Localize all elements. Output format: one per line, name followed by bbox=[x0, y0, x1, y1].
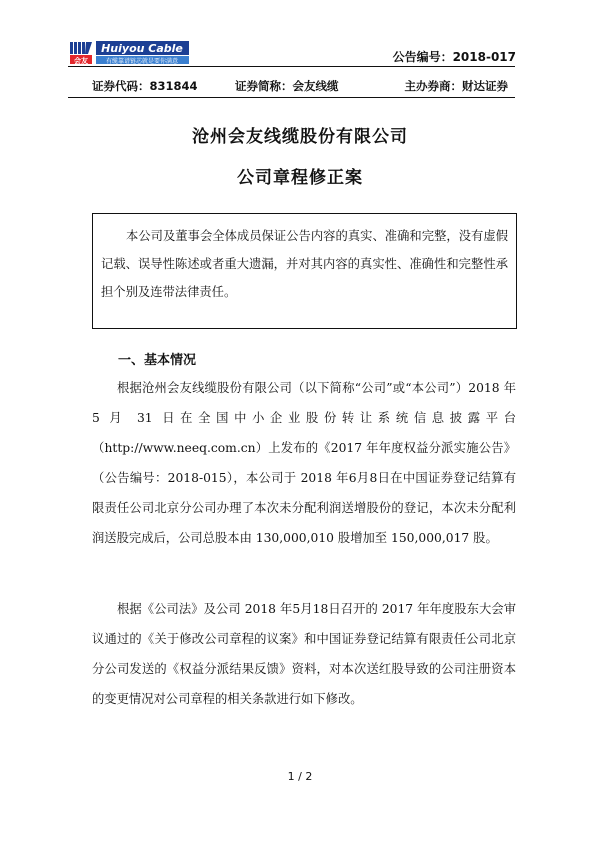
header-bottom-rule bbox=[68, 97, 515, 98]
company-name-title: 沧州会友线缆股份有限公司 bbox=[192, 127, 408, 147]
section-heading: 一、基本情况 bbox=[118, 353, 197, 368]
stock-code: 证券代码：831844 bbox=[92, 79, 198, 93]
body-paragraph-1: 根据沧州会友线缆股份有限公司（以下简称“公司”或“本公司”）2018 年 5 月 31 日在全国中小企业股份转让系统信息披露平台（http://www.neeq.com.cn）上发布的《2017 年年度权益分派实施公告》（公告编号：2018-015），本公司于 2018 年6月8日在中国证券登记结算有限责任公司北京分公司办理了本次未分配利润送增股份的登记，本次未分配利润送股完成后，公司总股本由 130,000,010 股增加至 150,000,017 股。 bbox=[92, 381, 516, 545]
huiyou-logo-icon bbox=[68, 40, 190, 66]
disclaimer-box: 本公司及董事会全体成员保证公告内容的真实、准确和完整，没有虚假记载、误导性陈述或者重大遗漏，并对其内容的真实性、准确性和完整性承担个别及连带法律责任。 bbox=[92, 213, 517, 329]
company-logo bbox=[68, 40, 190, 66]
logo-tagline: 有缆靠谱链芯就是要你满意 bbox=[105, 58, 179, 65]
page-indicator: 1 / 2 bbox=[287, 770, 313, 783]
logo-brand-text: Huiyou Cable bbox=[101, 42, 183, 55]
body-paragraph-2: 根据《公司法》及公司 2018 年5月18日召开的 2017 年年度股东大会审议通过的《关于修改公司章程的议案》和中国证券登记结算有限责任公司北京分公司发送的《权益分派结果反馈》资料，对本次送红股导致的公司注册资本的变更情况对公司章程的相关条款进行如下修改。 bbox=[92, 602, 516, 706]
header-top-rule bbox=[68, 66, 515, 67]
stock-short-name: 证券简称：会友线缆 bbox=[235, 79, 339, 93]
document-title: 公司章程修正案 bbox=[237, 168, 363, 188]
sponsor-broker: 主办券商：财达证券 bbox=[404, 79, 508, 93]
logo-mark-text: 会友 bbox=[74, 57, 88, 65]
notice-number: 公告编号：2018-017 bbox=[392, 50, 516, 64]
